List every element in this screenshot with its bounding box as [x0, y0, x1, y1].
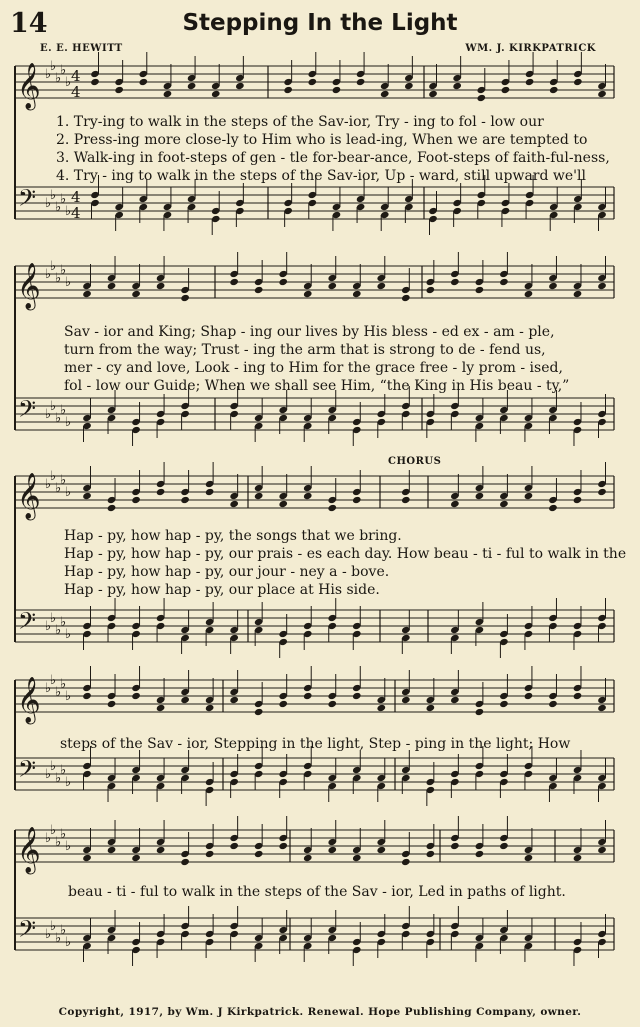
note-head — [107, 700, 117, 708]
treble-clef: 𝄞 — [17, 827, 41, 873]
flat-sign: ♭ — [55, 771, 62, 786]
note-head — [131, 854, 141, 862]
note-head — [303, 290, 313, 298]
note-head — [426, 286, 436, 294]
time-signature: 4 — [71, 67, 81, 85]
note-head — [549, 86, 559, 94]
note-head — [156, 704, 166, 712]
note-head — [475, 850, 485, 858]
flat-sign: ♭ — [60, 923, 67, 938]
note-head — [377, 846, 387, 854]
flat-sign: ♭ — [50, 919, 57, 934]
chorus-label: CHORUS — [388, 456, 442, 467]
treble-clef: 𝄞 — [17, 63, 41, 109]
time-signature: 4 — [71, 83, 81, 101]
flat-sign: ♭ — [45, 67, 52, 82]
flat-sign: ♭ — [60, 192, 67, 207]
note-head — [377, 704, 387, 712]
note-head — [303, 854, 313, 862]
flat-sign: ♭ — [65, 415, 72, 430]
flat-sign: ♭ — [60, 473, 67, 488]
note-head — [428, 90, 438, 98]
flat-sign: ♭ — [45, 267, 52, 282]
flat-sign: ♭ — [45, 619, 52, 634]
flat-sign: ♭ — [55, 200, 62, 215]
flat-sign: ♭ — [55, 931, 62, 946]
note-head — [475, 708, 485, 716]
note-head — [401, 496, 411, 504]
flat-sign: ♭ — [50, 399, 57, 414]
note-head — [450, 500, 460, 508]
note-head — [229, 500, 239, 508]
flat-sign: ♭ — [50, 469, 57, 484]
note-head — [107, 846, 117, 854]
flat-sign: ♭ — [55, 685, 62, 700]
flat-sign: ♭ — [65, 204, 72, 219]
note-head — [450, 278, 460, 286]
note-head — [254, 850, 264, 858]
note-head — [156, 846, 166, 854]
flat-sign: ♭ — [60, 615, 67, 630]
note-head — [229, 696, 239, 704]
note-head — [205, 704, 215, 712]
note-head — [352, 854, 362, 862]
note-head — [597, 488, 607, 496]
note-head — [278, 700, 288, 708]
hymn-title: Stepping In the Light — [182, 10, 458, 36]
lyric-line: Hap - py, how hap - py, our place at His side. — [64, 582, 380, 598]
note-head — [524, 692, 534, 700]
flat-sign: ♭ — [50, 59, 57, 74]
note-head — [524, 290, 534, 298]
flat-sign: ♭ — [55, 481, 62, 496]
lyric-line: 4. Try - ing to walk in the steps of the Sav-ior, Up - ward, still upward we'll — [56, 168, 586, 184]
note-head — [573, 692, 583, 700]
flat-sign: ♭ — [50, 759, 57, 774]
note-head — [82, 492, 92, 500]
lyric-line: 1. Try-ing to walk in the steps of the Sav-ior, Try - ing to fol - low our — [56, 114, 544, 130]
note-head — [499, 500, 509, 508]
note-head — [352, 496, 362, 504]
note-head — [283, 86, 293, 94]
lyric-line: mer - cy and love, Look - ing to Him for the grace free - ly prom - ised, — [64, 360, 563, 376]
note-head — [475, 492, 485, 500]
note-head — [352, 290, 362, 298]
note-head — [229, 842, 239, 850]
note-head — [524, 854, 534, 862]
note-head — [597, 846, 607, 854]
flat-sign: ♭ — [45, 927, 52, 942]
flat-sign: ♭ — [50, 259, 57, 274]
lyric-line: turn from the way; Trust - ing the arm that is strong to de - fend us, — [64, 342, 546, 358]
lyricist: E. E. HEWITT — [40, 43, 123, 54]
note-head — [254, 708, 264, 716]
flat-sign: ♭ — [60, 403, 67, 418]
note-head — [278, 500, 288, 508]
treble-clef: 𝄞 — [17, 263, 41, 309]
note-head — [426, 850, 436, 858]
note-head — [82, 854, 92, 862]
lyric-line: beau - ti - ful to walk in the steps of the Sav - ior, Led in paths of light. — [68, 884, 566, 900]
time-signature: 4 — [71, 204, 81, 222]
lyric-line: 3. Walk-ing in foot-steps of gen - tle for-bear-ance, Foot-steps of faith-ful-ness, — [56, 150, 610, 166]
note-head — [426, 704, 436, 712]
note-head — [90, 78, 100, 86]
flat-sign: ♭ — [45, 196, 52, 211]
note-head — [597, 704, 607, 712]
flat-sign: ♭ — [55, 71, 62, 86]
note-head — [477, 94, 487, 102]
flat-sign: ♭ — [60, 763, 67, 778]
note-head — [356, 78, 366, 86]
note-head — [525, 78, 535, 86]
note-head — [499, 278, 509, 286]
flat-sign: ♭ — [50, 611, 57, 626]
bass-clef: 𝄢 — [18, 607, 37, 640]
note-head — [107, 504, 117, 512]
note-head — [524, 492, 534, 500]
bass-clef: 𝄢 — [18, 395, 37, 428]
flat-sign: ♭ — [65, 689, 72, 704]
note-head — [156, 488, 166, 496]
note-head — [211, 90, 221, 98]
note-head — [548, 282, 558, 290]
treble-clef: 𝄞 — [17, 473, 41, 519]
note-head — [131, 692, 141, 700]
treble-clef: 𝄞 — [17, 677, 41, 723]
note-head — [573, 854, 583, 862]
note-head — [450, 842, 460, 850]
flat-sign: ♭ — [65, 627, 72, 642]
note-head — [278, 278, 288, 286]
note-head — [450, 696, 460, 704]
note-head — [352, 692, 362, 700]
note-head — [163, 90, 173, 98]
bass-clef: 𝄢 — [18, 184, 37, 217]
lyric-line: Hap - py, how hap - py, our jour - ney a - bove. — [64, 564, 390, 580]
hymn-number: 14 — [10, 8, 48, 39]
note-head — [107, 282, 117, 290]
note-head — [573, 290, 583, 298]
note-head — [332, 86, 342, 94]
note-head — [597, 282, 607, 290]
flat-sign: ♭ — [50, 823, 57, 838]
flat-sign: ♭ — [60, 677, 67, 692]
note-head — [235, 82, 245, 90]
flat-sign: ♭ — [50, 673, 57, 688]
note-head — [114, 86, 124, 94]
note-head — [501, 86, 511, 94]
note-head — [229, 278, 239, 286]
note-head — [401, 696, 411, 704]
note-head — [180, 496, 190, 504]
lyric-line: Hap - py, how hap - py, the songs that we bring. — [64, 528, 402, 544]
flat-sign: ♭ — [45, 681, 52, 696]
lyric-line: fol - low our Guide; When we shall see Him, “the King in His beau - ty,” — [64, 378, 570, 394]
note-head — [573, 496, 583, 504]
flat-sign: ♭ — [55, 623, 62, 638]
flat-sign: ♭ — [55, 271, 62, 286]
lyric-line: Hap - py, how hap - py, our prais - es each day. How beau - ti - ful to walk in the — [64, 546, 627, 562]
note-head — [380, 90, 390, 98]
composer: WM. J. KIRKPATRICK — [465, 43, 596, 54]
note-head — [205, 850, 215, 858]
flat-sign: ♭ — [65, 275, 72, 290]
flat-sign: ♭ — [55, 411, 62, 426]
note-head — [308, 78, 318, 86]
note-head — [597, 90, 607, 98]
note-head — [82, 692, 92, 700]
flat-sign: ♭ — [65, 839, 72, 854]
lyric-line: steps of the Sav - ior, Stepping in the light, Step - ping in the light; How — [60, 736, 571, 752]
note-head — [475, 286, 485, 294]
note-head — [327, 282, 337, 290]
note-head — [139, 78, 149, 86]
note-head — [452, 82, 462, 90]
note-head — [187, 82, 197, 90]
note-head — [401, 858, 411, 866]
flat-sign: ♭ — [60, 63, 67, 78]
note-head — [499, 842, 509, 850]
note-head — [205, 488, 215, 496]
note-head — [254, 492, 264, 500]
note-head — [254, 286, 264, 294]
copyright-notice: Copyright, 1917, by Wm. J Kirkpatrick. Renewal. Hope Publishing Company, owner. — [58, 1006, 582, 1018]
flat-sign: ♭ — [45, 767, 52, 782]
note-head — [548, 700, 558, 708]
note-head — [404, 82, 414, 90]
note-head — [573, 78, 583, 86]
note-head — [156, 282, 166, 290]
note-head — [180, 294, 190, 302]
note-head — [401, 294, 411, 302]
note-head — [82, 290, 92, 298]
time-signature: 4 — [71, 188, 81, 206]
bass-clef: 𝄢 — [18, 915, 37, 948]
flat-sign: ♭ — [50, 188, 57, 203]
flat-sign: ♭ — [45, 831, 52, 846]
note-head — [303, 492, 313, 500]
flat-sign: ♭ — [45, 477, 52, 492]
note-head — [499, 700, 509, 708]
note-head — [327, 504, 337, 512]
flat-sign: ♭ — [65, 75, 72, 90]
flat-sign: ♭ — [55, 835, 62, 850]
lyric-line: 2. Press-ing more close-ly to Him who is lead-ing, When we are tempted to — [56, 132, 588, 148]
note-head — [327, 700, 337, 708]
note-head — [327, 846, 337, 854]
note-head — [377, 282, 387, 290]
flat-sign: ♭ — [65, 485, 72, 500]
bass-clef: 𝄢 — [18, 755, 37, 788]
flat-sign: ♭ — [65, 935, 72, 950]
note-head — [131, 290, 141, 298]
flat-sign: ♭ — [60, 263, 67, 278]
flat-sign: ♭ — [45, 407, 52, 422]
flat-sign: ♭ — [60, 827, 67, 842]
note-head — [131, 496, 141, 504]
note-head — [180, 858, 190, 866]
note-head — [303, 692, 313, 700]
lyric-line: Sav - ior and King; Shap - ing our lives by His bless - ed ex - am - ple, — [64, 324, 555, 340]
note-head — [278, 842, 288, 850]
note-head — [548, 504, 558, 512]
flat-sign: ♭ — [65, 775, 72, 790]
note-head — [180, 696, 190, 704]
